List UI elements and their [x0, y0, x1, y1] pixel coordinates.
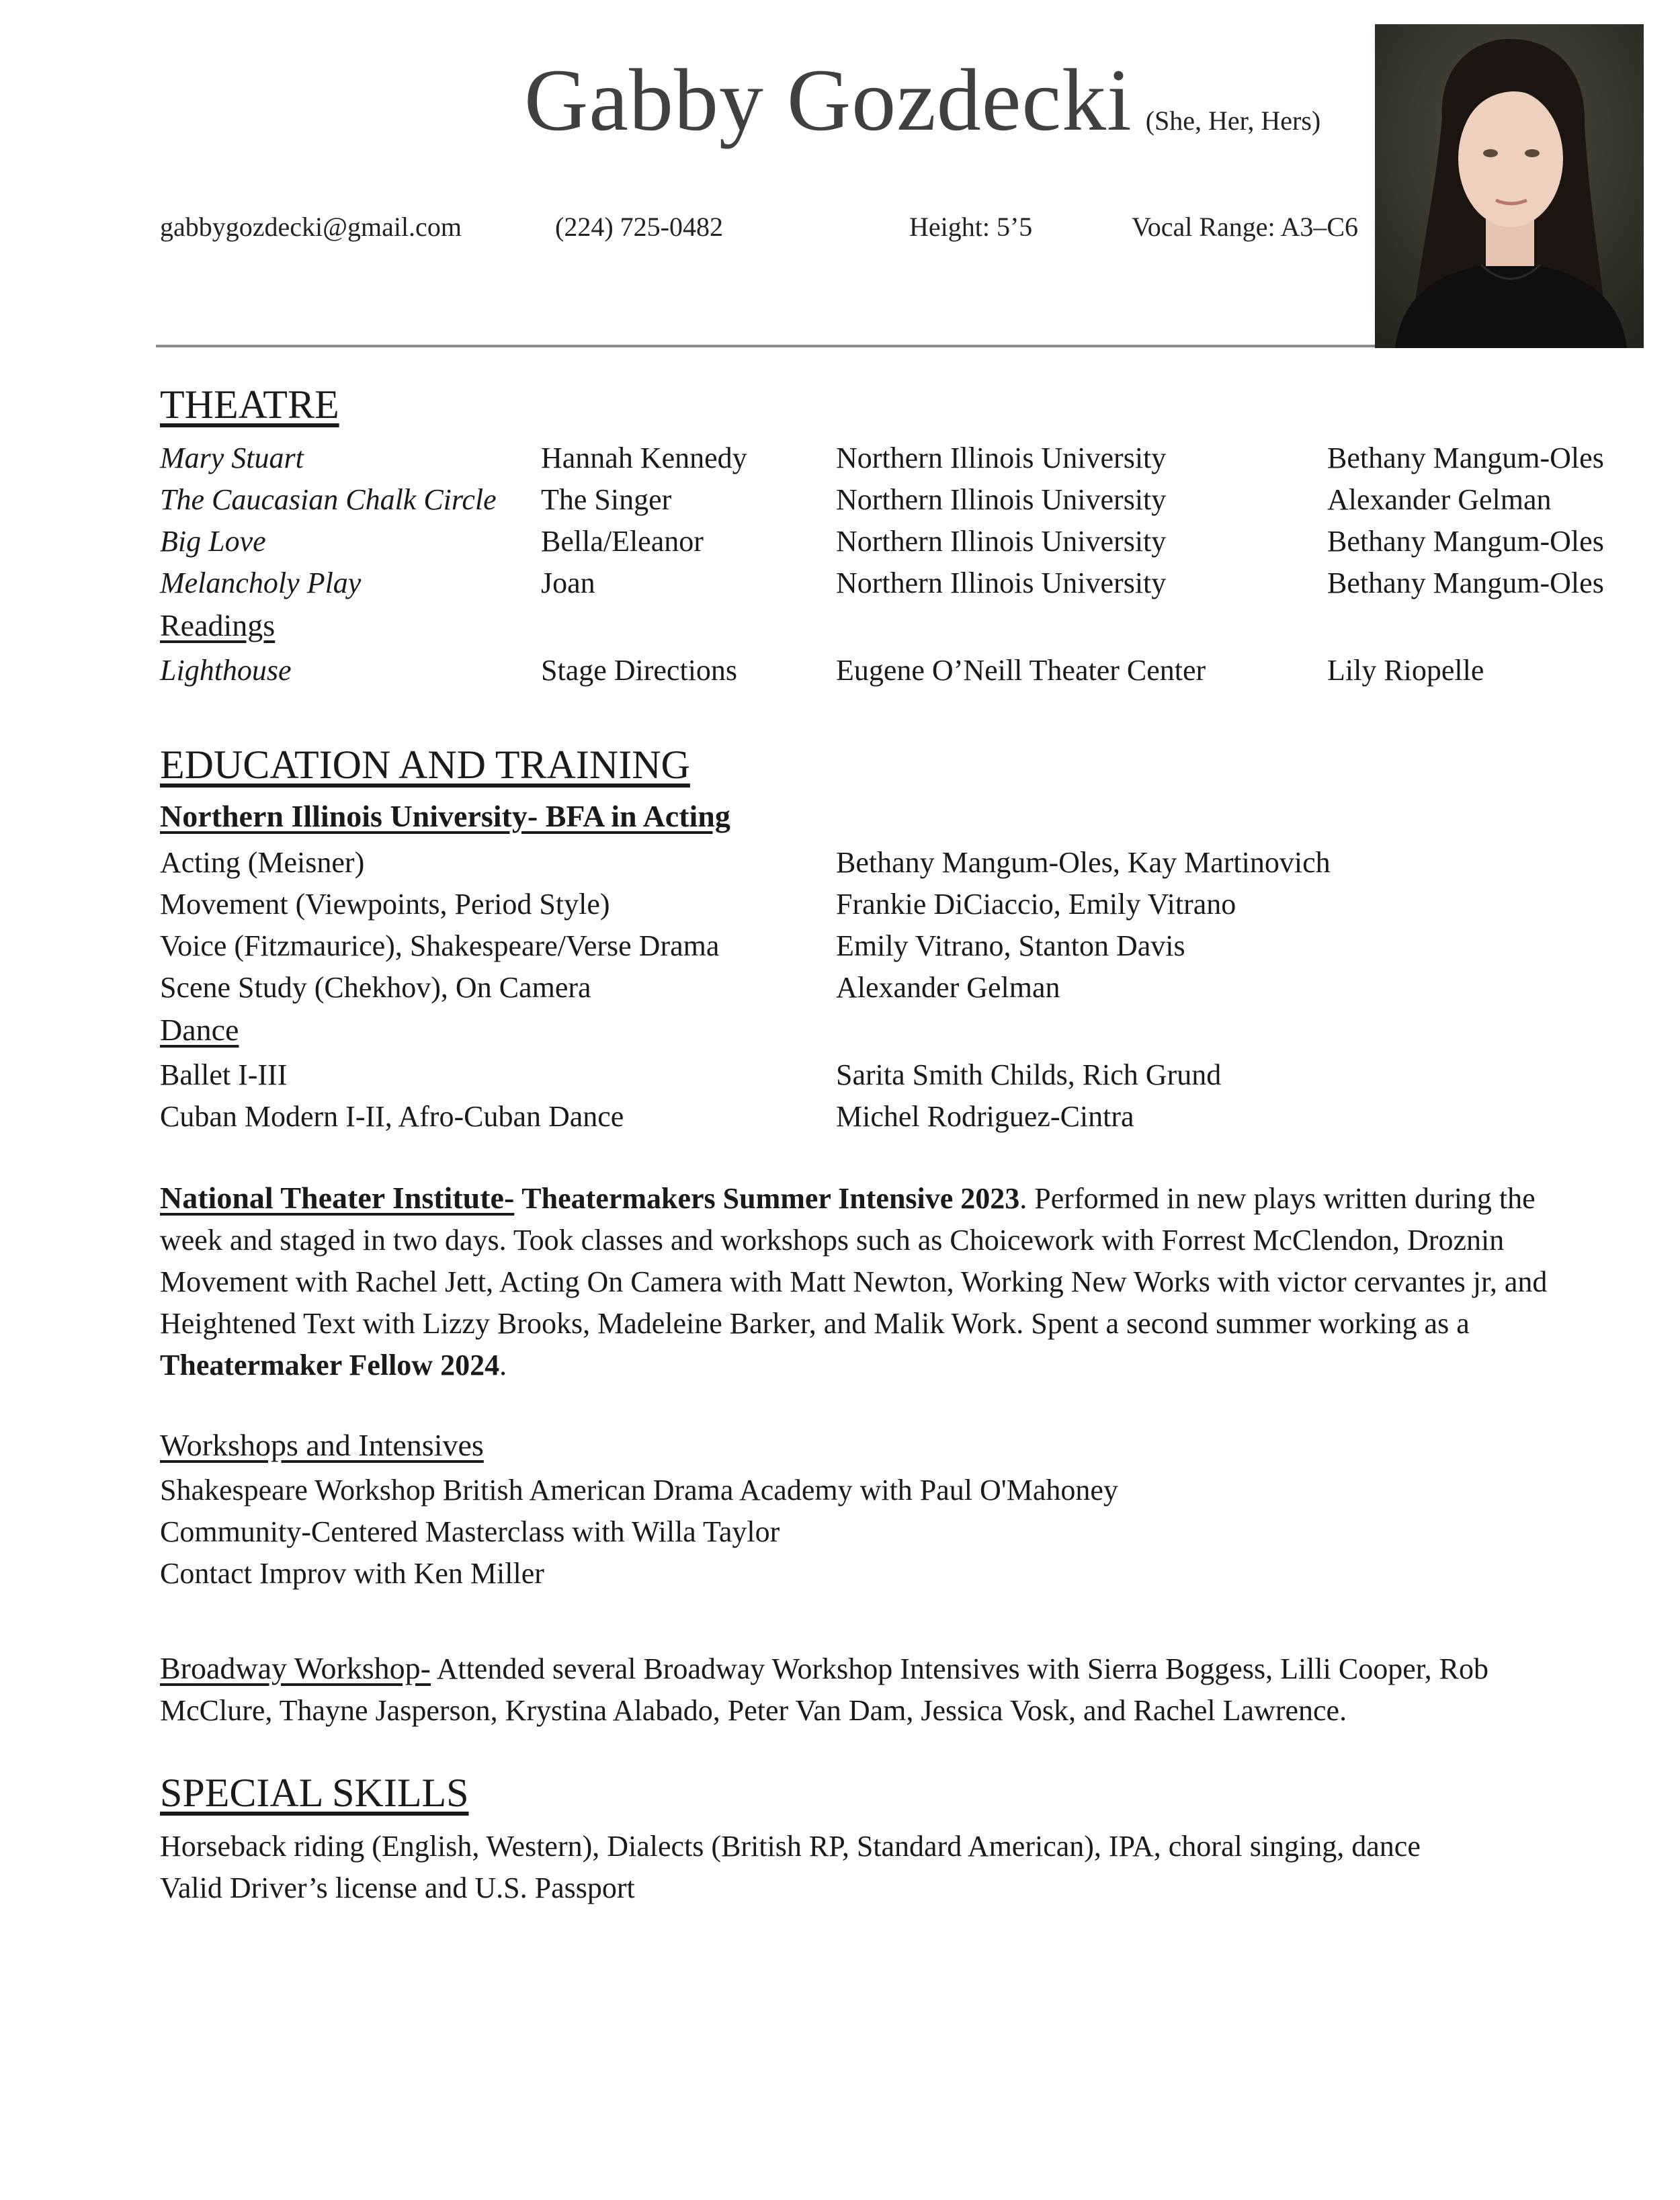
- role: Hannah Kennedy: [541, 441, 747, 474]
- education-heading: EDUCATION AND TRAINING: [160, 743, 690, 787]
- dance-row: [0, 1058, 1680, 1098]
- class-teachers: Frankie DiCiaccio, Emily Vitrano: [836, 888, 1236, 921]
- theatre-row: [0, 441, 1680, 481]
- dance-row: [0, 1099, 1680, 1140]
- nti-paragraph: [160, 1177, 1585, 1386]
- class-subject: Acting (Meisner): [160, 846, 365, 879]
- headshot-image: [1375, 24, 1644, 348]
- role: Bella/Eleanor: [541, 525, 704, 558]
- show-title: Big Love: [160, 525, 266, 558]
- header-divider: [156, 345, 1375, 347]
- class-row: [0, 929, 1680, 969]
- director: Alexander Gelman: [1327, 483, 1552, 516]
- class-subject: Cuban Modern I-II, Afro-Cuban Dance: [160, 1100, 624, 1133]
- nti-body: . Performed in new plays written during the week and staged in two days. Took classes and workshops such as Choicework with Forrest McClendon, Droznin Movement with Rachel Jett, Acting On Camera with Matt Newton, Working New Works with victor cervantes jr, and Heightened Text with Lizzy Brooks, Madeleine Barker, and Malik Work. Spent a second summer working as a: [160, 1182, 1548, 1340]
- theatre-heading: THEATRE: [160, 382, 339, 427]
- role: Joan: [541, 566, 595, 599]
- director: Bethany Mangum-Oles: [1327, 441, 1604, 474]
- nti-program: Theatermakers Summer Intensive 2023: [521, 1182, 1020, 1215]
- workshops-heading: Workshops and Intensives: [160, 1428, 484, 1462]
- nti-fellow: Theatermaker Fellow 2024: [160, 1349, 500, 1382]
- class-row: [0, 845, 1680, 886]
- theatre-row: [0, 524, 1680, 564]
- class-subject: Voice (Fitzmaurice), Shakespeare/Verse Drama: [160, 929, 720, 962]
- email[interactable]: gabbygozdecki@gmail.com: [160, 212, 462, 242]
- director: Lily Riopelle: [1327, 654, 1484, 687]
- headshot-photo: [1375, 24, 1644, 348]
- workshop-item: Contact Improv with Ken Miller: [160, 1557, 544, 1590]
- skills-line: Valid Driver’s license and U.S. Passport: [160, 1871, 635, 1904]
- school-heading: Northern Illinois University- BFA in Acting: [160, 799, 730, 833]
- vocal-range: Vocal Range: A3–C6: [1132, 212, 1359, 242]
- broadway-lead: Broadway Workshop-: [160, 1651, 431, 1685]
- class-teachers: Alexander Gelman: [836, 971, 1060, 1004]
- director: Bethany Mangum-Oles: [1327, 566, 1604, 599]
- name: Gabby Gozdecki: [524, 50, 1132, 149]
- theatre-row: [0, 566, 1680, 606]
- class-subject: Movement (Viewpoints, Period Style): [160, 888, 610, 921]
- class-teachers: Bethany Mangum-Oles, Kay Martinovich: [836, 846, 1331, 879]
- class-teachers: Michel Rodriguez-Cintra: [836, 1100, 1134, 1133]
- skills-heading: SPECIAL SKILLS: [160, 1771, 469, 1815]
- class-subject: Ballet I-III: [160, 1058, 288, 1091]
- workshop-item: Shakespeare Workshop British American Drama Academy with Paul O'Mahoney: [160, 1474, 1118, 1507]
- role: The Singer: [541, 483, 672, 516]
- venue: Northern Illinois University: [836, 483, 1167, 516]
- nti-lead: National Theater Institute-: [160, 1181, 515, 1215]
- height: Height: 5’5: [909, 212, 1033, 242]
- readings-heading: Readings: [160, 608, 276, 642]
- theatre-row: [0, 482, 1680, 523]
- workshop-item: Community-Centered Masterclass with Willa Taylor: [160, 1515, 780, 1548]
- class-subject: Scene Study (Chekhov), On Camera: [160, 971, 591, 1004]
- role: Stage Directions: [541, 654, 738, 687]
- nti-end: .: [499, 1349, 507, 1382]
- show-title: Lighthouse: [160, 654, 292, 687]
- pronouns: (She, Her, Hers): [1145, 105, 1321, 136]
- director: Bethany Mangum-Oles: [1327, 525, 1604, 558]
- header-name-block: [524, 48, 1320, 151]
- class-teachers: Sarita Smith Childs, Rich Grund: [836, 1058, 1222, 1091]
- dance-heading: Dance: [160, 1013, 239, 1047]
- show-title: Mary Stuart: [160, 441, 304, 474]
- class-teachers: Emily Vitrano, Stanton Davis: [836, 929, 1185, 962]
- readings-row: [0, 653, 1680, 693]
- show-title: Melancholy Play: [160, 566, 362, 599]
- phone: (224) 725-0482: [555, 212, 723, 242]
- venue: Northern Illinois University: [836, 566, 1167, 599]
- venue: Northern Illinois University: [836, 525, 1167, 558]
- venue: Northern Illinois University: [836, 441, 1167, 474]
- venue: Eugene O’Neill Theater Center: [836, 654, 1206, 687]
- show-title: The Caucasian Chalk Circle: [160, 483, 497, 516]
- class-row: [0, 970, 1680, 1011]
- skills-line: Horseback riding (English, Western), Dialects (British RP, Standard American), IPA, choral singing, dance: [160, 1830, 1421, 1863]
- class-row: [0, 887, 1680, 927]
- broadway-paragraph: [160, 1648, 1585, 1732]
- broadway-body: Attended several Broadway Workshop Intensives with Sierra Boggess, Lilli Cooper, Rob McClure, Thayne Jasperson, Krystina Alabado, Peter Van Dam, Jessica Vosk, and Rachel Lawrence.: [160, 1652, 1488, 1727]
